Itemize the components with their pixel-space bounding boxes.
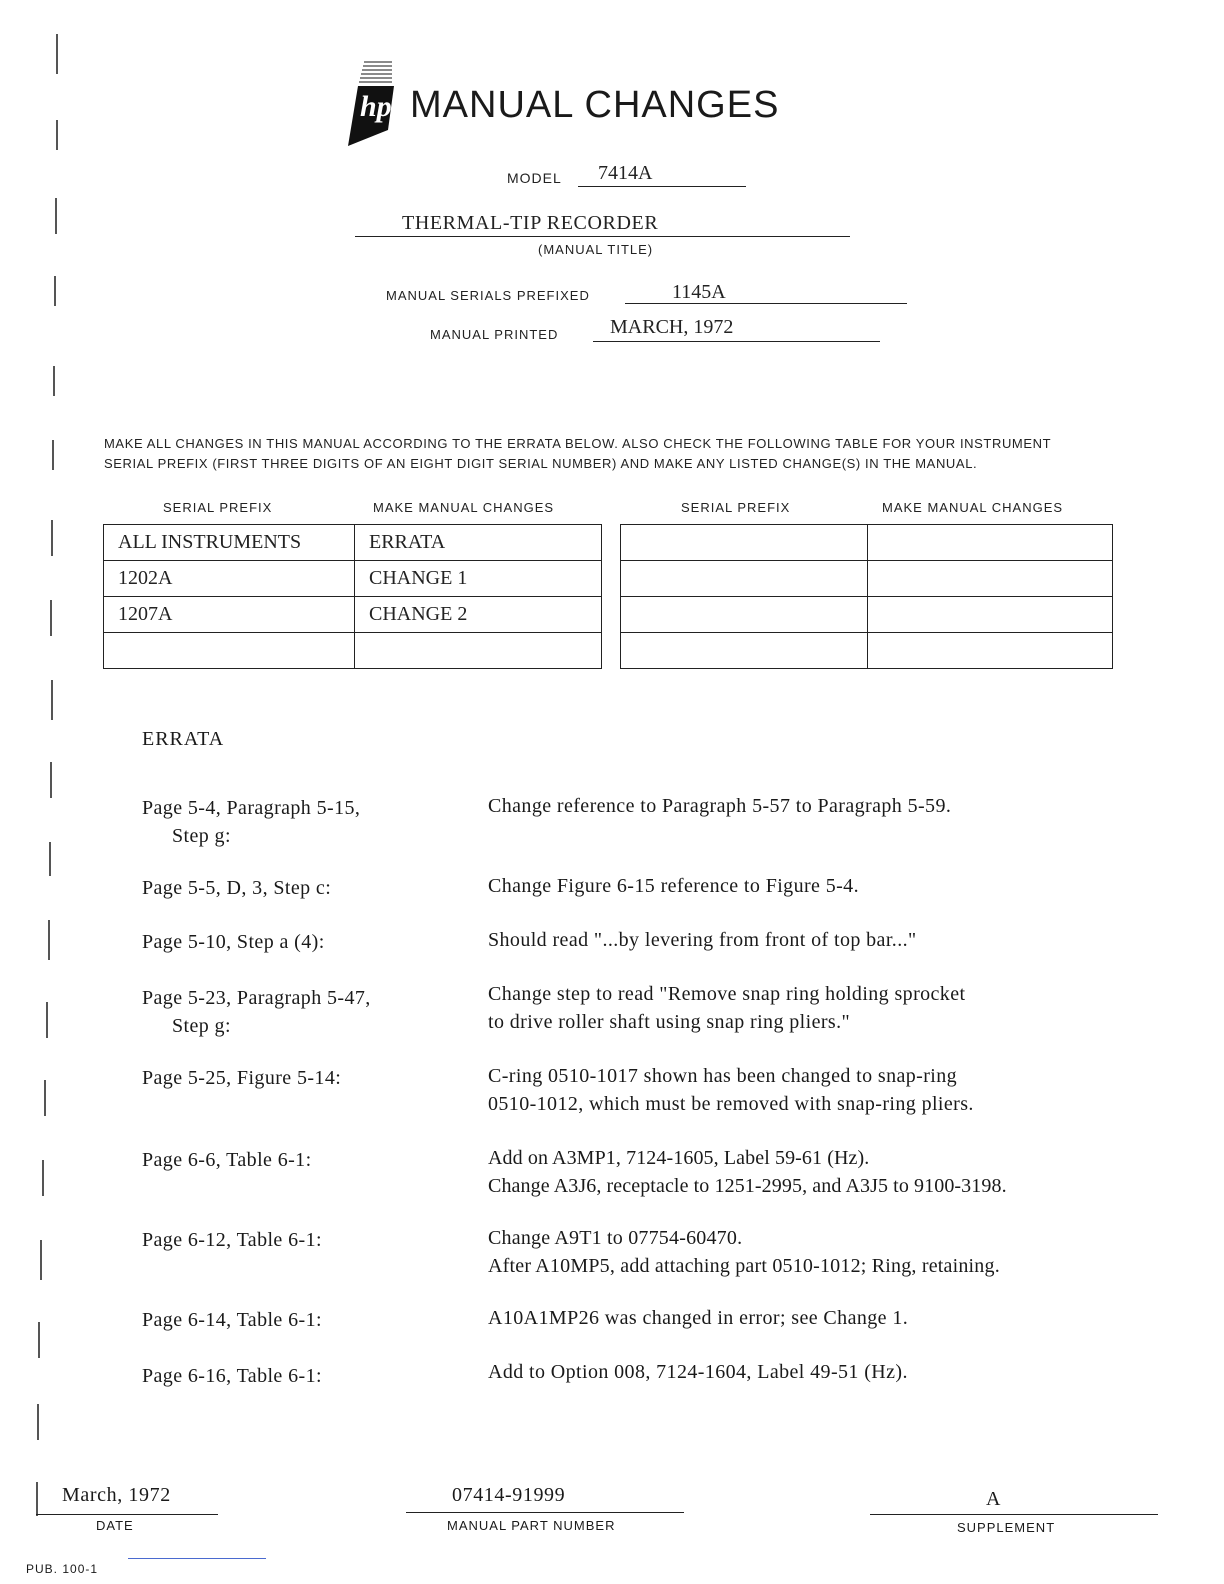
errata-ref: Page 6-6, Table 6-1: <box>142 1149 312 1171</box>
errata-ref: Page 6-12, Table 6-1: <box>142 1229 322 1251</box>
errata-text: Add on A3MP1, 7124-1605, Label 59-61 (Hz). Change A3J6, receptacle to 1251-2995, and A3J5 to 9100-3198. <box>488 1147 1007 1197</box>
footer-part-label: MANUAL PART NUMBER <box>447 1518 616 1533</box>
margin-mark <box>52 440 54 470</box>
make-changes-header: MAKE MANUAL CHANGES <box>882 500 1064 515</box>
errata-ref: Page 5-5, D, 3, Step c: <box>142 877 332 899</box>
margin-mark <box>49 842 51 876</box>
table-cell-prefix: 1202A <box>104 561 355 597</box>
table-row <box>621 597 1113 633</box>
margin-mark <box>51 680 53 720</box>
serial-table-right <box>620 524 1113 669</box>
footer-date-label: DATE <box>96 1518 134 1533</box>
footer-date-underline <box>36 1514 218 1515</box>
errata-text: Should read "...by levering from front of top bar..." <box>488 929 917 951</box>
errata-title: ERRATA <box>142 728 225 750</box>
page-title: MANUAL CHANGES <box>410 84 780 126</box>
errata-ref: Page 5-23, Paragraph 5-47, Step g: <box>142 987 371 1037</box>
intro-text: MAKE ALL CHANGES IN THIS MANUAL ACCORDING TO THE ERRATA BELOW. ALSO CHECK THE FOLLOWING TABLE FOR YOUR INSTRUMENT SERIAL PREFIX (FIRST THREE DIGITS OF AN EIGHT DIGIT SERIAL NUMBER) AND MAKE ANY LISTED CHANGE(S) IN THE MANUAL. <box>104 436 1051 471</box>
table-row <box>104 633 602 669</box>
table-row <box>621 561 1113 597</box>
table-cell-change: ERRATA <box>355 525 602 561</box>
footer-supplement-label: SUPPLEMENT <box>957 1520 1056 1535</box>
margin-mark <box>56 34 58 74</box>
margin-mark <box>53 366 55 396</box>
footer-part-value: 07414-91999 <box>452 1484 566 1506</box>
table-row <box>104 525 602 561</box>
margin-mark <box>37 1404 39 1440</box>
margin-mark <box>38 1322 40 1358</box>
footer-date-value: March, 1972 <box>62 1484 171 1506</box>
table-row <box>621 633 1113 669</box>
printed-underline <box>593 341 880 342</box>
table-cell-prefix: ALL INSTRUMENTS <box>104 525 355 561</box>
make-changes-header: MAKE MANUAL CHANGES <box>373 500 555 515</box>
margin-mark <box>44 1080 46 1116</box>
serial-prefix-header: SERIAL PREFIX <box>163 500 273 515</box>
margin-mark <box>50 600 52 636</box>
printed-label: MANUAL PRINTED <box>430 327 559 342</box>
margin-mark <box>50 762 52 798</box>
errata-text: Change reference to Paragraph 5-57 to Paragraph 5-59. <box>488 795 952 817</box>
model-underline <box>578 186 746 187</box>
table-row <box>104 561 602 597</box>
table-cell-change: CHANGE 2 <box>355 597 602 633</box>
footer-supplement-value: A <box>986 1488 1002 1510</box>
printed-value: MARCH, 1972 <box>610 316 734 338</box>
table-row <box>621 525 1113 561</box>
pub-number: PUB. 100-1 <box>26 1562 99 1576</box>
margin-mark <box>54 276 56 306</box>
errata-ref: Page 5-10, Step a (4): <box>142 931 325 953</box>
serials-label: MANUAL SERIALS PREFIXED <box>386 288 590 303</box>
errata-ref: Page 6-16, Table 6-1: <box>142 1365 322 1387</box>
errata-ref: Page 6-14, Table 6-1: <box>142 1309 322 1331</box>
serials-value: 1145A <box>672 281 726 303</box>
errata-text: A10A1MP26 was changed in error; see Change 1. <box>488 1307 909 1329</box>
margin-mark <box>42 1160 44 1196</box>
margin-mark <box>48 920 50 960</box>
margin-mark <box>51 520 53 556</box>
table-cell-change: CHANGE 1 <box>355 561 602 597</box>
manual-title-value: THERMAL-TIP RECORDER <box>402 212 659 234</box>
serial-prefix-header: SERIAL PREFIX <box>681 500 791 515</box>
footer-supplement-underline <box>870 1514 1158 1515</box>
table-cell-change <box>355 633 602 669</box>
errata-ref: Page 5-25, Figure 5-14: <box>142 1067 342 1089</box>
table-cell-prefix: 1207A <box>104 597 355 633</box>
errata-text: C-ring 0510-1017 shown has been changed to snap-ring 0510-1012, which must be removed with snap-ring pliers. <box>488 1065 974 1115</box>
errata-text: Change step to read "Remove snap ring holding sprocket to drive roller shaft using snap ring pliers." <box>488 983 966 1033</box>
table-cell-prefix <box>104 633 355 669</box>
margin-mark <box>55 198 57 234</box>
errata-ref: Page 5-4, Paragraph 5-15, Step g: <box>142 797 361 847</box>
table-row <box>104 597 602 633</box>
model-value: 7414A <box>598 162 653 184</box>
manual-title-underline <box>355 236 850 237</box>
serials-underline <box>625 303 907 304</box>
manual-title-label: (MANUAL TITLE) <box>538 242 654 257</box>
margin-mark <box>36 1482 38 1516</box>
margin-mark <box>46 1002 48 1038</box>
hp-logo-text: hp <box>360 90 392 123</box>
errata-text: Add to Option 008, 7124-1604, Label 49-51 (Hz). <box>488 1361 908 1383</box>
serial-table-left <box>103 524 602 669</box>
footer-part-underline <box>406 1512 684 1513</box>
errata-text: Change A9T1 to 07754-60470. After A10MP5, add attaching part 0510-1012; Ring, retaining. <box>488 1227 1000 1277</box>
margin-mark <box>56 120 58 150</box>
hp-logo-icon <box>348 58 406 148</box>
model-label: MODEL <box>507 170 562 186</box>
footer-blue-line <box>128 1558 266 1559</box>
margin-mark <box>40 1240 42 1280</box>
errata-text: Change Figure 6-15 reference to Figure 5-4. <box>488 875 859 897</box>
